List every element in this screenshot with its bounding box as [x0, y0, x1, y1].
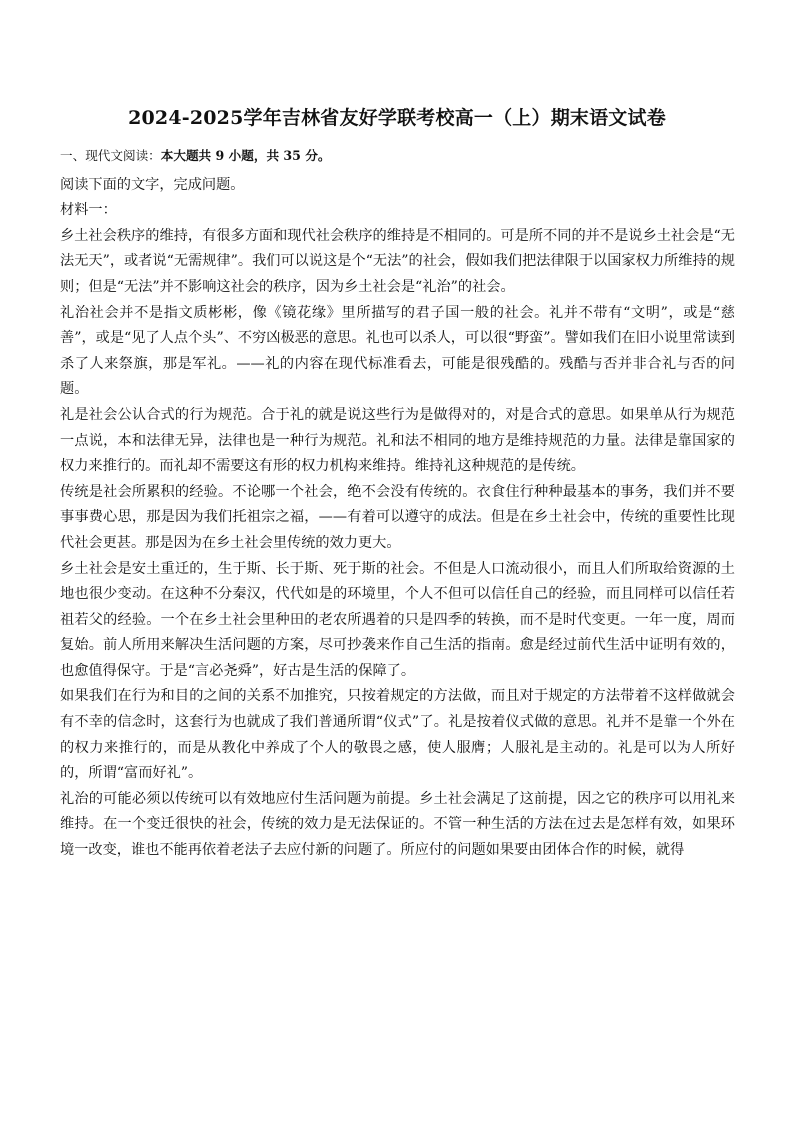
- section-header: [60, 143, 735, 169]
- material-label: 材料一：: [60, 202, 117, 219]
- paragraph: 礼是社会公认合式的行为规范。合于礼的就是说这些行为是做得对的，对是合式的意思。如果单从行为规范一点说，本和法律无异，法律也是一种行为规范。礼和法不相同的地方是维持规范的力量。法律是靠国家的权力来推行的。而礼却不需要这有形的权力机构来维持。维持礼这种规范的是传统。: [60, 406, 735, 475]
- paragraph: 礼治的可能必须以传统可以有效地应付生活问题为前提。乡土社会满足了这前提，因之它的秩序可以用礼来维持。在一个变迁很快的社会，传统的效力是无法保证的。不管一种生活的方法在过去是怎样有效，如果环境一改变，谁也不能再依着老法子去应付新的问题了。所应付的问题如果要由团体合作的时候，就得: [60, 790, 735, 859]
- section-header-prefix: 一、现代文阅读：: [60, 148, 161, 163]
- section-header-detail: 本大题共 9 小题，共 35 分。: [160, 148, 331, 163]
- document-body: [60, 143, 735, 864]
- paragraph: 礼治社会并不是指文质彬彬，像《镜花缘》里所描写的君子国一般的社会。礼并不带有“文明”，或是“慈善”，或是“见了人点个头”、不穷凶极恶的意思。礼也可以杀人，可以很“野蛮”。譬如我们在旧小说里常读到杀了人来祭旗，那是军礼。——礼的内容在现代标准看去，可能是很残酷的。残酷与否并非合礼与否的问题。: [60, 304, 735, 398]
- paragraph: 如果我们在行为和目的之间的关系不加推究，只按着规定的方法做，而且对于规定的方法带着不这样做就会有不幸的信念时，这套行为也就成了我们普通所谓“仪式”了。礼是按着仪式做的意思。礼并不是靠一个外在的权力来推行的，而是从教化中养成了个人的敬畏之感，使人服膺；人服礼是主动的。礼是可以为人所好的，所谓“富而好礼”。: [60, 688, 735, 782]
- paragraph: 乡土社会是安土重迁的，生于斯、长于斯、死于斯的社会。不但是人口流动很小，而且人们所取给资源的土地也很少变动。在这种不分秦汉，代代如是的环境里，个人不但可以信任自己的经验，而且同样可以信任若祖若父的经验。一个在乡土社会里种田的老农所遇着的只是四季的转换，而不是时代变更。一年一度，周而复始。前人所用来解决生活问题的方案，尽可抄袭来作自己生活的指南。愈是经过前代生活中证明有效的，也愈值得保守。于是“言必尧舜”，好古是生活的保障了。: [60, 560, 735, 679]
- page-title: 2024-2025学年吉林省友好学联考校高一（上）期末语文试卷: [128, 107, 666, 129]
- paragraph: 乡土社会秩序的维持，有很多方面和现代社会秩序的维持是不相同的。可是所不同的并不是说乡土社会是“无法无天”，或者说“无需规律”。我们可以说这是个“无法”的社会，假如我们把法律限于以国家权力所维持的规则；但是“无法”并不影响这社会的秩序，因为乡土社会是“礼治”的社会。: [60, 227, 735, 295]
- instruction-text: 阅读下面的文字，完成问题。: [60, 176, 245, 193]
- paragraph: 传统是社会所累积的经验。不论哪一个社会，绝不会没有传统的。衣食住行种种最基本的事务，我们并不要事事费心思，那是因为我们托祖宗之福，——有着可以遵守的成法。但是在乡土社会中，传统的重要性比现代社会更甚。那是因为在乡土社会里传统的效力更大。: [60, 483, 735, 551]
